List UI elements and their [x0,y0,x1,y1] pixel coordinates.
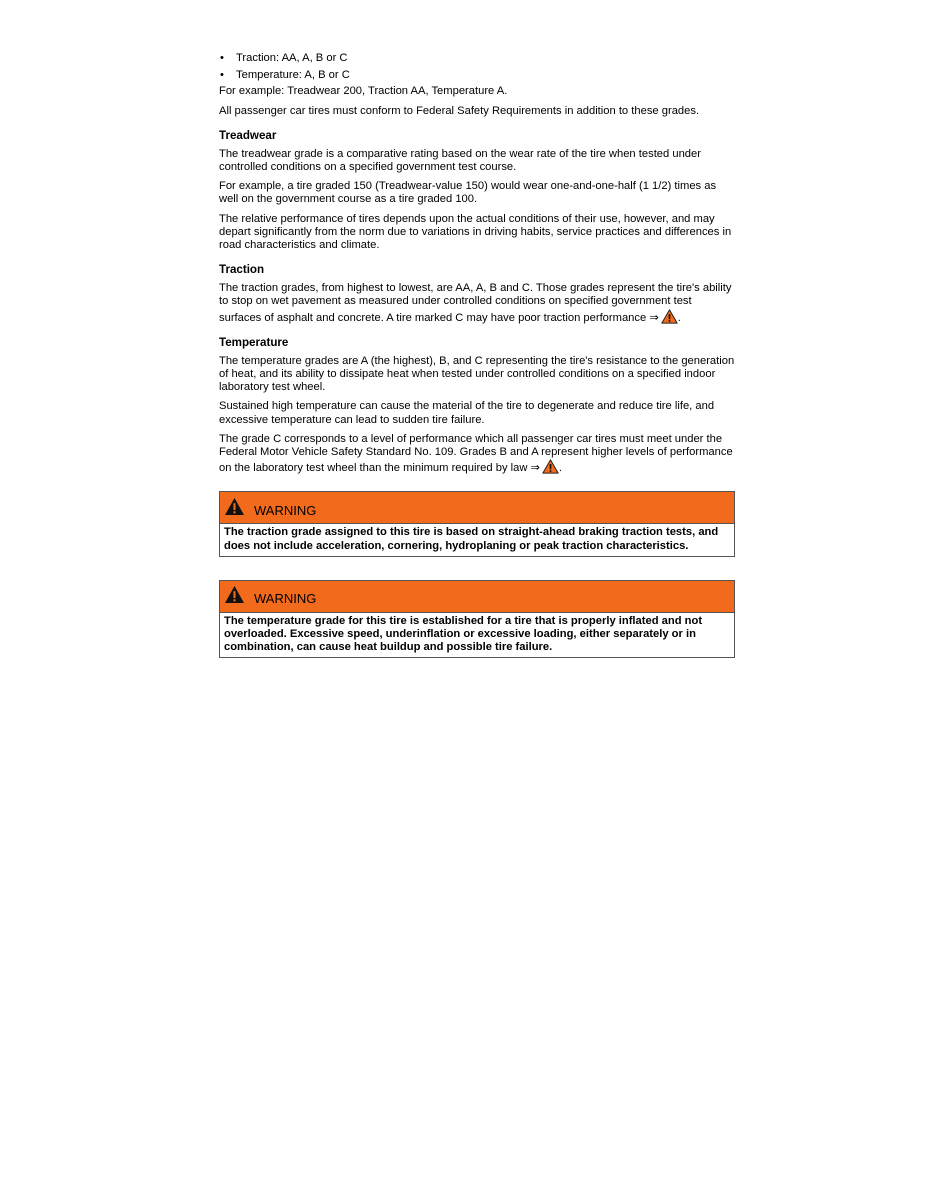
temperature-heading: Temperature [219,335,289,349]
warning-header [220,492,734,524]
example-text: For example: Treadwear 200, Traction AA, Temperature A. [219,85,508,98]
conformance-text: All passenger car tires must conform to Federal Safety Requirements in addition to these grades. [219,104,700,117]
temperature-paragraph: The temperature grades are A (the highest), B, and C representing the tire's resistance to the generation of heat, and its ability to dissipate heat when tested under controlled conditions on a specified indoor laboratory test wheel. [219,354,735,394]
page-content [219,52,735,658]
bullet-dot: • [220,68,224,81]
traction-paragraph [219,282,735,325]
temperature-paragraph [219,433,735,476]
traction-heading: Traction [219,263,265,277]
sentence-end: . [677,311,681,324]
temperature-paragraph-text: The grade C corresponds to a level of performance which all passenger car tires must meet under the Federal Motor Vehicle Safety Standard No. 109. Grades B and A represent higher levels of performance on the laboratory test wheel than the minimum required by law [219,432,733,475]
warning-triangle-icon [224,497,245,516]
traction-paragraph-text: The traction grades, from highest to lowest, are AA, A, B and C. Those grades represent the tire's ability to stop on wet pavement as measured under controlled conditions on specified government test surfaces of asphalt and concrete. A tire marked C may have poor traction performance [219,282,732,324]
warning-triangle-icon[interactable] [542,459,559,474]
warning-box [219,580,735,659]
treadwear-heading: Treadwear [219,128,277,142]
warning-triangle-icon[interactable] [661,309,678,324]
treadwear-paragraph: The relative performance of tires depends upon the actual conditions of their use, however, and may depart significantly from the norm due to variations in driving habits, service practices and differences in road characteristics and climate. [219,212,732,252]
reference-arrow: ⇒ [530,462,540,475]
warning-title: WARNING [254,502,317,518]
warning-text: The temperature grade for this tire is established for a tire that is properly inflated and not overloaded. Excessive speed, underinflation or excessive loading, either separately or in combination, can cause heat buildup and possible tire failure. [224,614,703,654]
treadwear-paragraph: For example, a tire graded 150 (Treadwear-value 150) would wear one-and-one-half (1 1/2) times as well on the government course as a tire graded 100. [219,180,717,206]
grade-list [219,52,735,82]
bullet-dot: • [220,52,224,64]
warning-text: The traction grade assigned to this tire is based on straight-ahead braking traction tests, and does not include acceleration, cornering, hydroplaning or peak traction characteristics. [224,526,719,552]
warning-title: WARNING [254,591,317,607]
list-item [219,52,735,65]
list-item-text: Temperature: A, B or C [236,68,350,81]
temperature-paragraph: Sustained high temperature can cause the material of the tire to degenerate and reduce tire life, and excessive temperature can lead to sudden tire failure. [219,400,715,426]
treadwear-paragraph: The treadwear grade is a comparative rating based on the wear rate of the tire when tested under controlled conditions on a specified government test course. [219,147,701,174]
reference-arrow: ⇒ [649,311,659,324]
warning-header [220,581,734,613]
list-item-text: Traction: AA, A, B or C [236,52,348,64]
sentence-end: . [558,462,563,475]
warning-triangle-icon [224,585,245,604]
warning-box [219,491,735,556]
list-item [219,69,735,82]
